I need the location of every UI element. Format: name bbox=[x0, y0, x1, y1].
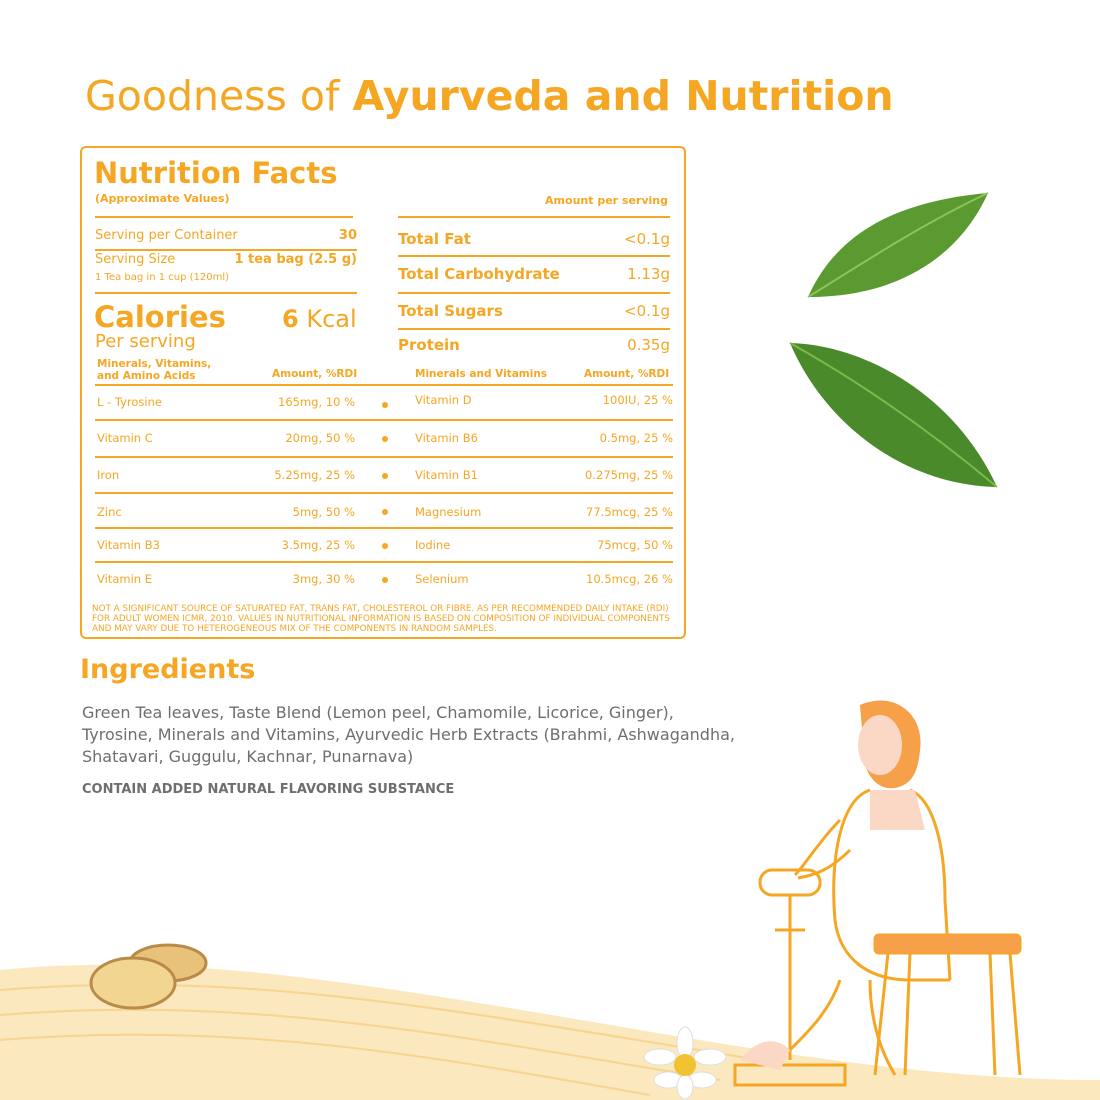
serving-size-value: 1 tea bag (2.5 g) bbox=[234, 252, 357, 267]
divider bbox=[95, 527, 673, 529]
divider bbox=[95, 249, 357, 251]
table-row bbox=[97, 431, 355, 445]
row-amount: 5mg, 50 % bbox=[292, 505, 355, 519]
serving-size-row bbox=[95, 252, 357, 267]
row-amount: 0.5mg, 25 % bbox=[599, 431, 673, 445]
table-row bbox=[97, 572, 355, 586]
row-amount: 10.5mcg, 26 % bbox=[586, 572, 673, 586]
row-name: Vitamin B3 bbox=[97, 538, 160, 552]
nutrient-name: Protein bbox=[398, 336, 460, 354]
row-name: Iodine bbox=[415, 538, 451, 552]
divider bbox=[398, 255, 670, 257]
disclaimer-text: NOT A SIGNIFICANT SOURCE OF SATURATED FAT, TRANS FAT, CHOLESTEROL OR FIBRE. AS PER RECOMMENDED DAILY INTAKE (RDI) FOR ADULT WOMEN ICMR, 2010. VALUES IN NUTRITIONAL INFORMATION IS BASED ON COMPOSITION OF INDIVIDUAL COMPONENTS AND MAY VARY DUE TO HETEROGENEOUS MIX OF THE COMPONENTS IN RANDOM SAMPLES. bbox=[92, 604, 670, 634]
table-row bbox=[97, 468, 355, 482]
serving-container-value: 30 bbox=[338, 228, 357, 243]
row-name: Vitamin C bbox=[97, 431, 153, 445]
amount-per-serving-label: Amount per serving bbox=[545, 194, 668, 207]
divider bbox=[95, 419, 673, 421]
bullet-dot bbox=[382, 577, 388, 583]
calories-value bbox=[282, 305, 357, 333]
table-row bbox=[415, 431, 673, 445]
divider bbox=[398, 216, 670, 218]
table-row bbox=[415, 505, 673, 519]
divider bbox=[95, 492, 673, 494]
chamomile-flower-icon bbox=[640, 1025, 730, 1100]
table-row bbox=[415, 468, 673, 482]
row-name: Magnesium bbox=[415, 505, 482, 519]
bullet-dot bbox=[382, 473, 388, 479]
nutrient-name: Total Sugars bbox=[398, 302, 503, 320]
row-name: Vitamin E bbox=[97, 572, 152, 586]
row-amount: 3mg, 30 % bbox=[292, 572, 355, 586]
left-table-header-amount: Amount, %RDI bbox=[272, 368, 358, 380]
divider bbox=[95, 456, 673, 458]
divider bbox=[398, 292, 670, 294]
divider bbox=[95, 561, 673, 563]
divider bbox=[95, 216, 353, 218]
row-amount: 20mg, 50 % bbox=[285, 431, 355, 445]
left-table-header-name: Minerals, Vitamins, and Amino Acids bbox=[97, 358, 212, 382]
row-amount: 0.275mg, 25 % bbox=[585, 468, 673, 482]
calories-label: Calories bbox=[94, 300, 226, 334]
row-amount: 77.5mcg, 25 % bbox=[586, 505, 673, 519]
row-name: Zinc bbox=[97, 505, 122, 519]
table-row bbox=[415, 572, 673, 586]
nutrition-facts-panel bbox=[80, 146, 686, 639]
ginger-slices-icon bbox=[88, 935, 212, 1015]
nutrient-row bbox=[398, 265, 670, 283]
row-name: Vitamin B1 bbox=[415, 468, 478, 482]
woman-grinding-illustration bbox=[720, 690, 1030, 1095]
row-amount: 100IU, 25 % bbox=[602, 393, 673, 407]
ingredients-title: Ingredients bbox=[80, 654, 256, 685]
flavoring-note: CONTAIN ADDED NATURAL FLAVORING SUBSTANCE bbox=[82, 782, 455, 797]
row-name: Vitamin B6 bbox=[415, 431, 478, 445]
table-row bbox=[97, 395, 355, 409]
nutrient-row bbox=[398, 302, 670, 320]
bullet-dot bbox=[382, 509, 388, 515]
right-table-header-amount: Amount, %RDI bbox=[584, 368, 670, 380]
nutrient-row bbox=[398, 336, 670, 354]
nutrient-name: Total Carbohydrate bbox=[398, 265, 560, 283]
row-amount: 5.25mg, 25 % bbox=[274, 468, 355, 482]
page-title bbox=[85, 72, 894, 120]
serving-size-label: Serving Size bbox=[95, 252, 176, 267]
bullet-dot bbox=[382, 402, 388, 408]
nutrition-subtitle: (Approximate Values) bbox=[95, 192, 230, 205]
tea-leaf-icon bbox=[800, 185, 1000, 315]
calories-number: 6 bbox=[282, 305, 299, 333]
nutrient-value: <0.1g bbox=[624, 230, 670, 248]
divider bbox=[95, 384, 673, 386]
title-prefix: Goodness of bbox=[85, 72, 340, 120]
row-name: L - Tyrosine bbox=[97, 395, 162, 409]
serving-container-label: Serving per Container bbox=[95, 228, 238, 243]
row-amount: 3.5mg, 25 % bbox=[281, 538, 355, 552]
row-name: Selenium bbox=[415, 572, 469, 586]
nutrient-name: Total Fat bbox=[398, 230, 471, 248]
row-amount: 165mg, 10 % bbox=[278, 395, 355, 409]
row-amount: 75mcg, 50 % bbox=[597, 538, 673, 552]
divider bbox=[95, 292, 357, 294]
table-row bbox=[97, 538, 355, 552]
table-row bbox=[97, 505, 355, 519]
serving-per-container-row bbox=[95, 228, 357, 243]
nutrient-value: <0.1g bbox=[624, 302, 670, 320]
divider bbox=[398, 328, 670, 330]
bullet-dot bbox=[382, 436, 388, 442]
nutrition-title: Nutrition Facts bbox=[94, 156, 338, 190]
row-name: Iron bbox=[97, 468, 120, 482]
bullet-dot bbox=[382, 543, 388, 549]
nutrient-value: 0.35g bbox=[627, 336, 670, 354]
row-name: Vitamin D bbox=[415, 393, 472, 407]
nutrient-row bbox=[398, 230, 670, 248]
calories-per-serving: Per serving bbox=[95, 331, 196, 352]
tea-leaf-icon bbox=[785, 335, 1005, 495]
title-highlight: Ayurveda and Nutrition bbox=[352, 72, 894, 120]
right-table-header-name: Minerals and Vitamins bbox=[415, 368, 548, 380]
calories-unit: Kcal bbox=[306, 305, 357, 333]
table-row bbox=[415, 393, 673, 407]
nutrient-value: 1.13g bbox=[627, 265, 670, 283]
ingredients-text: Green Tea leaves, Taste Blend (Lemon peel, Chamomile, Licorice, Ginger), Tyrosine, Minerals and Vitamins, Ayurvedic Herb Extracts (Brahmi, Ashwagandha, Shatavari, Guggulu, Kachnar, Punarnava) bbox=[82, 703, 735, 766]
table-row bbox=[415, 538, 673, 552]
serving-size-note: 1 Tea bag in 1 cup (120ml) bbox=[95, 272, 230, 283]
